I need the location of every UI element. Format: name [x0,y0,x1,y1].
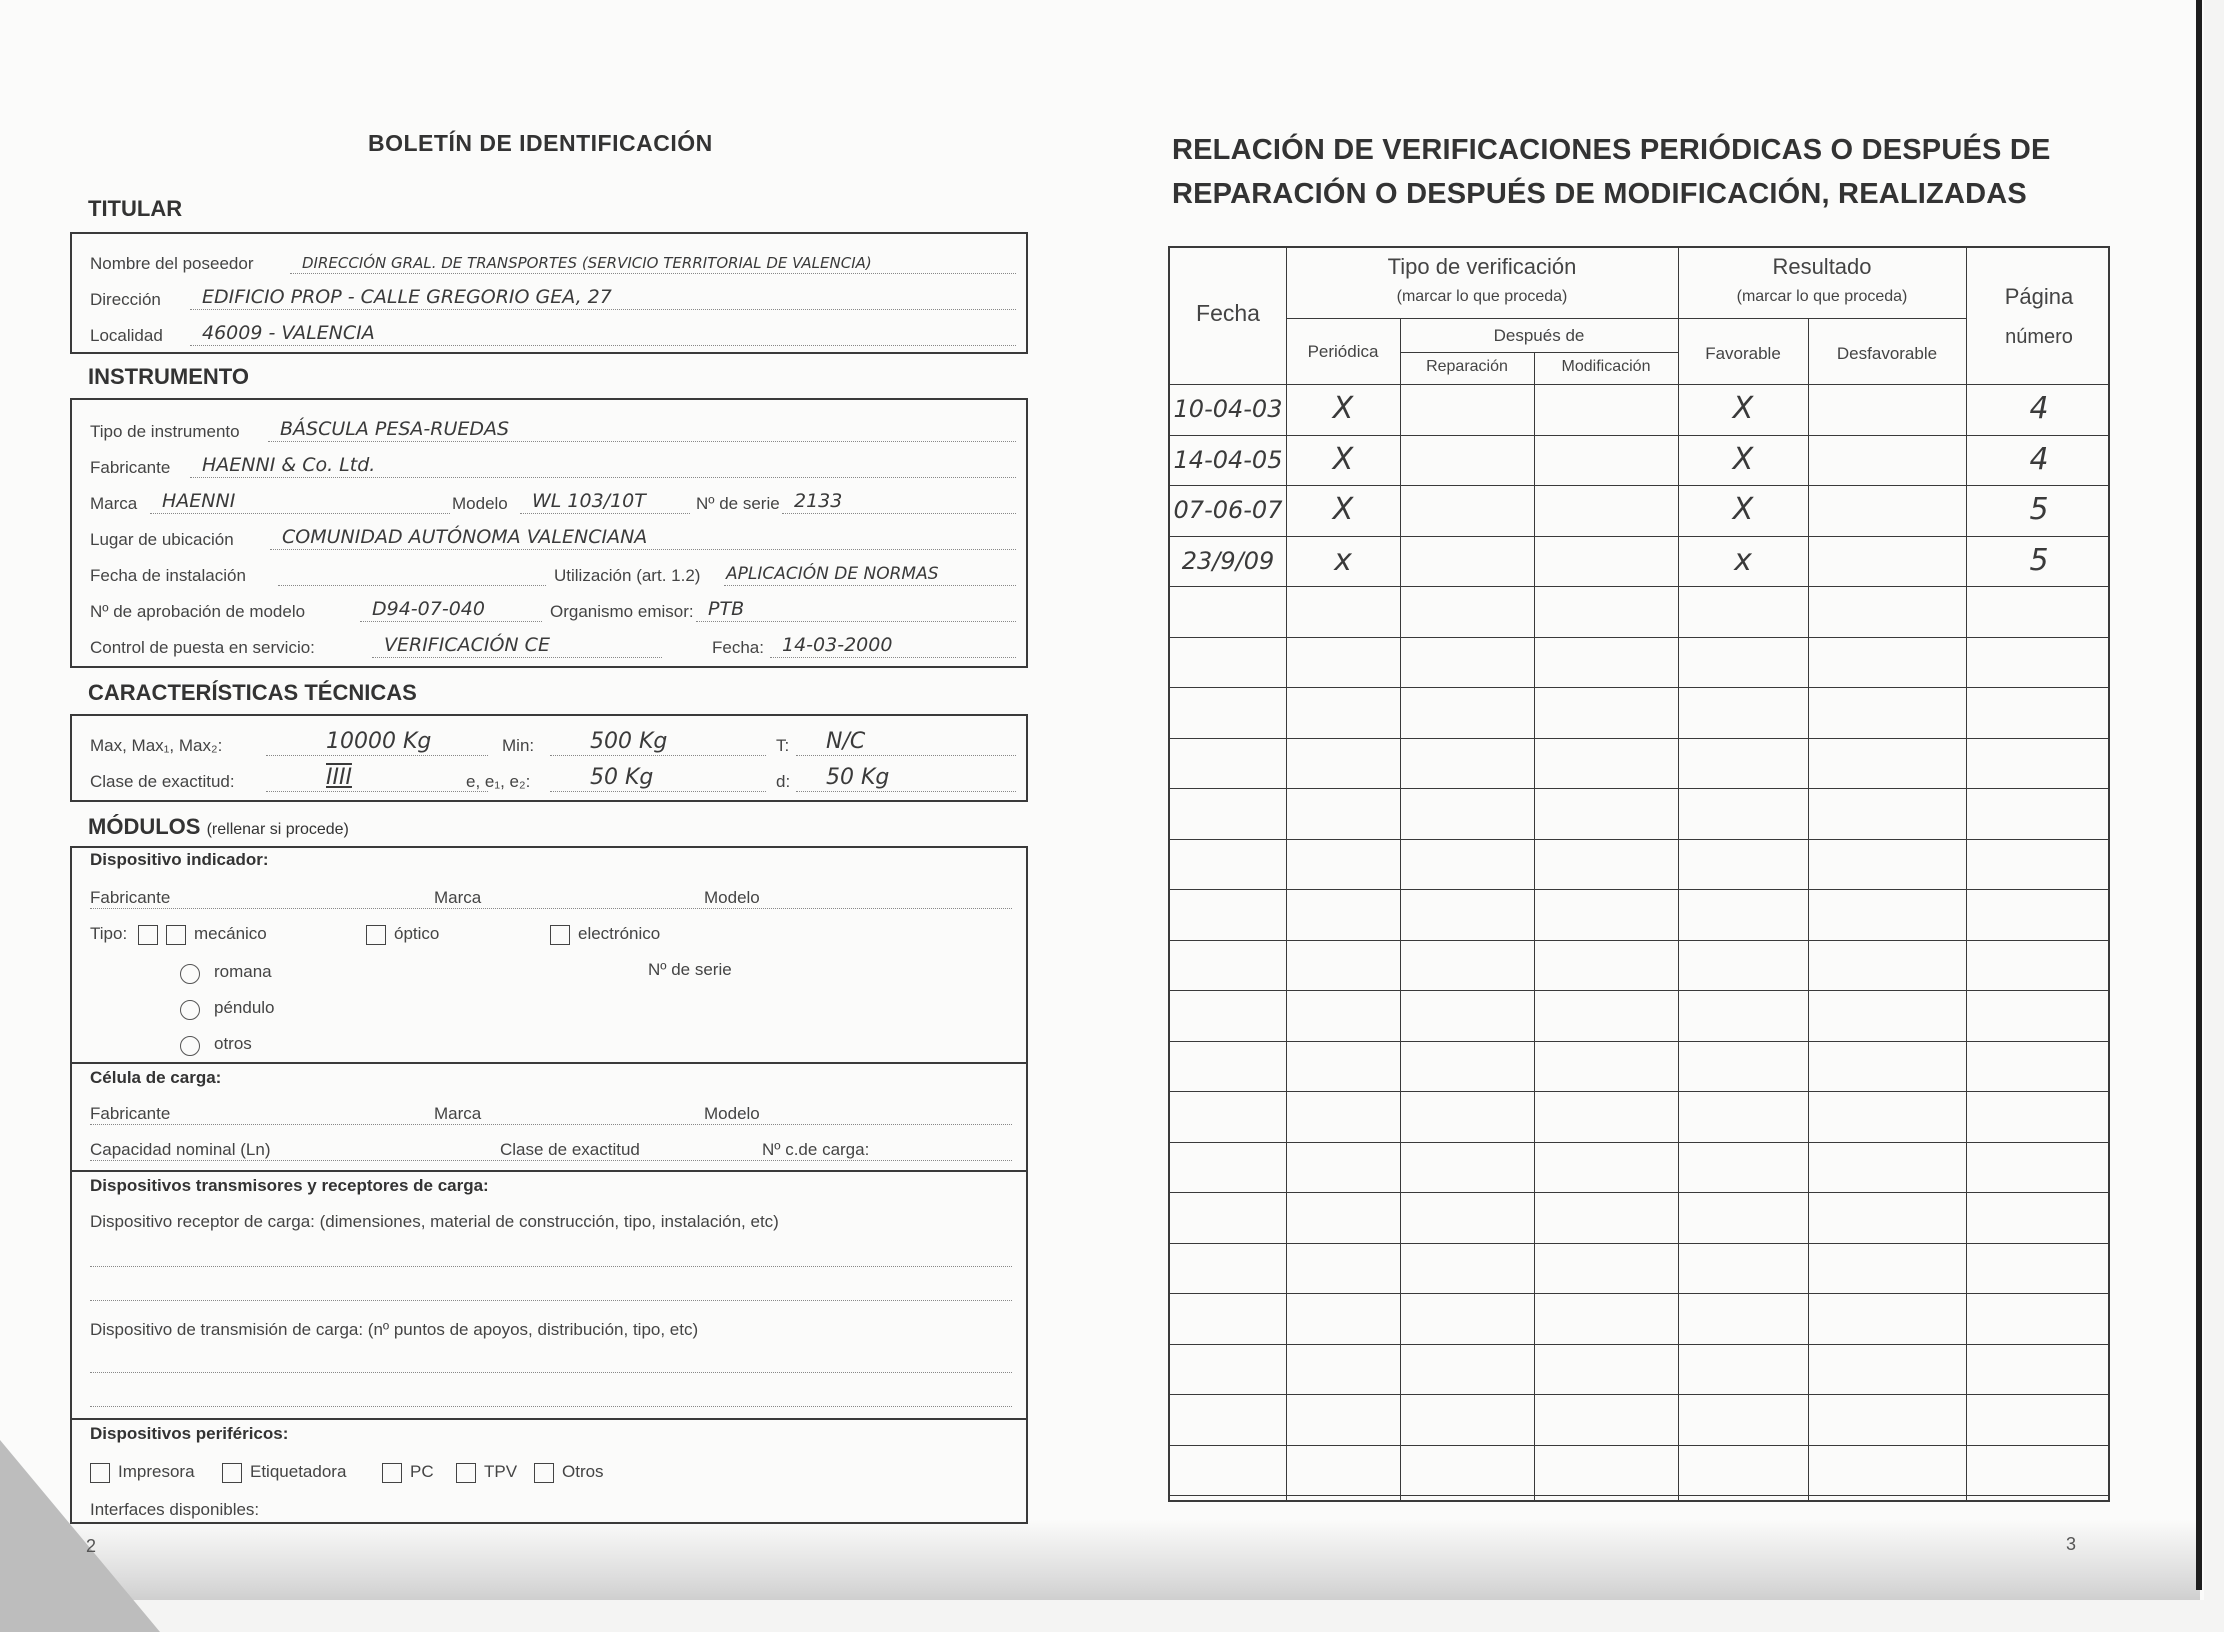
table-row-line [1170,1192,2108,1193]
tpv-checkbox[interactable] [456,1463,476,1483]
table-row-line [1170,788,2108,789]
table-cell-favorable: X [1732,391,1754,426]
nombre-value: DIRECCIÓN GRAL. DE TRANSPORTES (SERVICIO TERRITORIAL DE VALENCIA) [302,254,872,272]
pendulo-radio[interactable] [180,1000,200,1020]
nombre-row: Nombre del poseedor DIRECCIÓN GRAL. DE TRANSPORTES (SERVICIO TERRITORIAL DE VALENCIA) [90,244,1016,276]
right-page-number: 3 [2066,1534,2077,1554]
relacion-title: RELACIÓN DE VERIFICACIONES PERIÓDICAS O DESPUÉS DE REPARACIÓN O DESPUÉS DE MODIFICACIÓN, REALIZADAS [1172,134,2051,210]
table-row-line [1170,1344,2108,1345]
otros-checkbox[interactable] [534,1463,554,1483]
min-value: 500 Kg [590,729,668,754]
instrumento-box: Tipo de instrumento BÁSCULA PESA-RUEDAS Fabricante HAENNI & Co. Ltd. Marca HAENNI Modelo WL 103/10T Nº de serie 2133 Lugar de ubicación COMUNIDAD AUTÓNOMA VALENCIANA Fecha de instalación Utilización (art. 1.2) APLICACIÓN DE NORMAS Nº de aprobación de modelo D94-07-040 Organismo emisor: PTB Control de puesta en servicio: VERIFICACIÓN CE Fecha: 14-03-2000 [70,398,1028,668]
table-row-line [1170,738,2108,739]
table-cell-periodica: X [1332,492,1354,527]
table-row-line [1170,637,2108,638]
table-cell-favorable: X [1732,492,1754,527]
localidad-row: Localidad 46009 - VALENCIA [90,316,1016,348]
table-cell-pagina: 4 [2029,391,2049,426]
verificaciones-table: Fecha Tipo de verificación (marcar lo que proceda) Resultado (marcar lo que proceda) Página número Periódica Después de Reparación Modificación Favorable Desfavorable 10-04-03 X X 4 14-04-05 X X 4 07-06-07 X X 5 23/9/09 x x 5 [1168,246,2110,1502]
table-row-line [1170,485,2108,486]
table-row-line [1170,990,2108,991]
table-row-line [1170,839,2108,840]
table-row-line [1170,1293,2108,1294]
col-resultado: Resultado [1772,254,1872,279]
caracteristicas-heading: CARACTERÍSTICAS TÉCNICAS [88,680,417,705]
table-row-line [1170,940,2108,941]
organismo-value: PTB [708,598,745,620]
table-row-line [1170,687,2108,688]
table-cell-favorable: X [1732,442,1754,477]
direccion-row: Dirección EDIFICIO PROP - CALLE GREGORIO GEA, 27 [90,280,1016,312]
table-cell-periodica: x [1334,543,1352,578]
celula-title: Célula de carga: [90,1068,222,1087]
table-row-line [1170,1394,2108,1395]
direccion-value: EDIFICIO PROP - CALLE GREGORIO GEA, 27 [202,286,612,308]
table-cell-fecha: 07-06-07 [1173,496,1283,524]
table-cell-pagina: 5 [2029,543,2049,578]
col-desfavorable: Desfavorable [1836,344,1938,363]
aprobacion-value: D94-07-040 [372,598,485,620]
table-cell-pagina: 4 [2029,442,2049,477]
electronico-checkbox[interactable] [550,925,570,945]
table-cell-pagina: 5 [2029,492,2049,527]
table-row-line [1170,536,2108,537]
fecha-control-value: 14-03-2000 [782,634,893,656]
modelo-value: WL 103/10T [532,490,646,512]
col-pagina: Página [2004,284,2074,309]
boletin-title: BOLETÍN DE IDENTIFICACIÓN [368,130,713,156]
caracteristicas-box: Max, Max₁, Max₂: 10000 Kg Min: 500 Kg T: N/C Clase de exactitud: IIII e, e₁, e₂: 50 Kg d: 50 Kg [70,714,1028,802]
optico-checkbox[interactable] [366,925,386,945]
fecha-instalacion-value [278,557,546,586]
transmisores-title: Dispositivos transmisores y receptores de carga: [90,1176,489,1195]
table-row-line [1170,435,2108,436]
lugar-value: COMUNIDAD AUTÓNOMA VALENCIANA [282,526,648,548]
table-row-line [1170,1091,2108,1092]
modulos-heading: MÓDULOS (rellenar si procede) [88,814,349,839]
table-cell-fecha: 14-04-05 [1173,446,1283,474]
marca-value: HAENNI [162,490,236,512]
otros-radio[interactable] [180,1036,200,1056]
instrumento-heading: INSTRUMENTO [88,364,249,389]
table-row-line [1170,1495,2108,1496]
serie-value: 2133 [794,490,843,512]
col-reparacion: Reparación [1426,358,1508,375]
table-row-line [1170,586,2108,587]
col-tipo-verificacion: Tipo de verificación [1387,254,1577,279]
e-value: 50 Kg [590,765,654,790]
d-value: 50 Kg [826,765,890,790]
control-value: VERIFICACIÓN CE [384,634,550,656]
binding-edge [2196,0,2202,1590]
indicador-title: Dispositivo indicador: [90,850,269,869]
table-cell-periodica: X [1332,442,1354,477]
col-periodica: Periódica [1307,342,1379,361]
left-page-number: 2 [86,1536,97,1556]
fabricante-value: HAENNI & Co. Ltd. [202,454,376,476]
t-value: N/C [826,729,866,754]
col-favorable: Favorable [1705,344,1781,363]
mecanico-checkbox[interactable] [166,925,186,945]
table-row-line [1170,1142,2108,1143]
col-modificacion: Modificación [1561,358,1651,375]
table-cell-fecha: 10-04-03 [1173,395,1283,423]
table-cell-periodica: X [1332,391,1354,426]
max-value: 10000 Kg [326,729,432,754]
table-cell-fecha: 23/9/09 [1181,547,1275,575]
tipo-instrumento-value: BÁSCULA PESA-RUEDAS [280,418,510,440]
titular-box [70,232,1028,354]
modulos-note: (rellenar si procede) [206,821,349,838]
impresora-checkbox[interactable] [90,1463,110,1483]
clase-value: IIII [326,765,352,790]
tipo-checkbox[interactable] [138,925,158,945]
scan-shadow [0,1520,2200,1600]
perifericos-title: Dispositivos periféricos: [90,1424,289,1443]
localidad-value: 46009 - VALENCIA [202,322,375,344]
pc-checkbox[interactable] [382,1463,402,1483]
col-fecha: Fecha [1196,300,1260,326]
etiquetadora-checkbox[interactable] [222,1463,242,1483]
table-row-line [1170,1243,2108,1244]
modulos-box: Dispositivo indicador: Fabricante Marca Modelo Tipo: mecánico óptico electrónico romana Nº de serie péndulo otros Célula de carga: Fabricante Marca Modelo Capacidad nominal (Ln) Clase de exactitud Nº c.de carga: Dispositivos transmisores y receptores de carga: Dispositivo receptor de carga: (dimensiones, material de construcción, tipo, instalación, etc) Dispositivo de transmisión de carga: (nº puntos de apoyos, distribución, tipo, etc) Dispositivos periféricos: Impresora Etiquetadora PC TPV Otros Interfaces disponibles: [70,846,1028,1524]
utilizacion-value: APLICACIÓN DE NORMAS [726,564,939,584]
table-cell-favorable: x [1734,543,1752,578]
table-row-line [1170,1445,2108,1446]
table-row-line [1170,1041,2108,1042]
romana-radio[interactable] [180,964,200,984]
titular-heading: TITULAR [88,196,183,221]
table-row-line [1170,889,2108,890]
